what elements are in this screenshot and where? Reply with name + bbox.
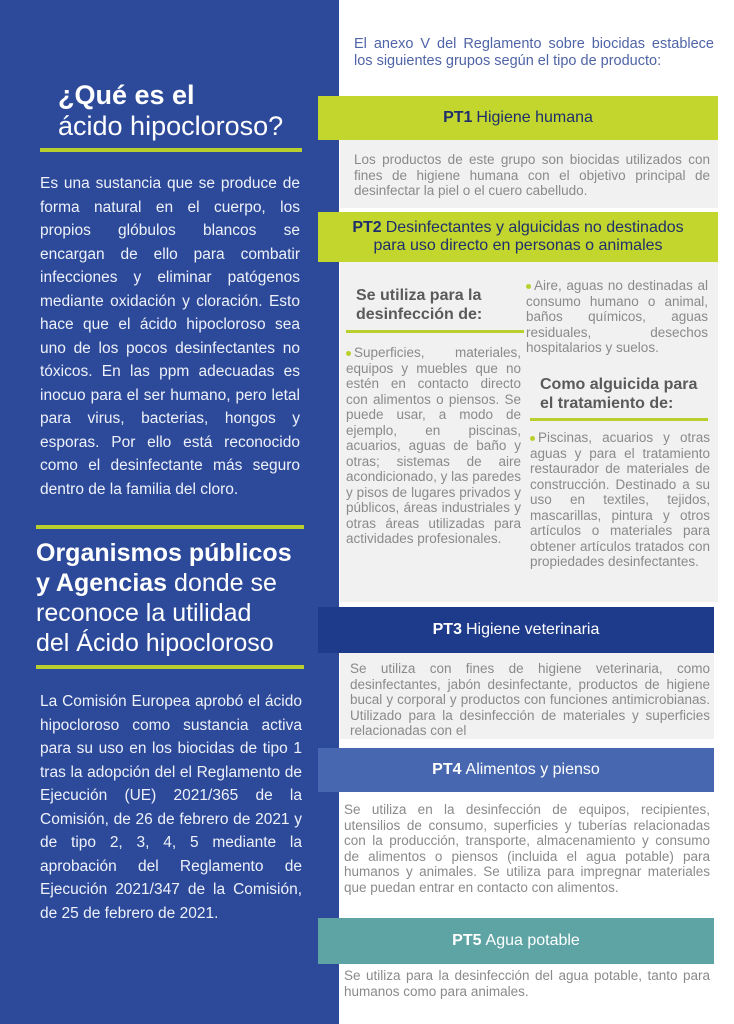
pt2-sub2-text [530,430,710,570]
pt2-sub2-text-content: Piscinas, acuarios y otras aguas y para el tratamiento restaurador de materiales de construcción. Destinado a su uso en textiles, tejidos, mascarillas, pintura y otros artículos o materiales para obtener artículos tratados con propiedades desinfectantes. [530,430,710,569]
divider [36,525,304,529]
pt2-band [318,212,718,262]
pt3-desc: Se utiliza con fines de higiene veterinaria, como desinfectantes, jabón desinfectante, productos de higiene bucal y corporal y productos con funciones antimicrobianas. Utilizado para la desinfección de materiales y superficies relacionadas con el [350,661,710,738]
pt2-sub1: Se utiliza para la desinfección de: [356,287,483,323]
pt4-code: PT4 [432,761,462,778]
pt2-title-line2: para uso directo en personas o animales [373,237,663,254]
pt4-band [318,748,714,792]
heading2-light2: reconoce la utilidad [36,599,252,627]
pt5-code: PT5 [452,932,482,949]
heading1-bold: ¿Qué es el [58,80,195,110]
pt2-code: PT2 [352,219,382,236]
pt2-sub1-text [346,345,521,547]
pt5-title: Agua potable [485,932,580,949]
paragraph-organisms: La Comisión Europea aprobó el ácido hipocloroso como sustancia activa para su uso en los biocidas de tipo 1 tras la adopción del el Reglamento de Ejecución (UE) 2021/365 de la Comisión, de 26 de febrero de 2021 y de tipo 2, 3, 4, 5 mediante la aprobación del Reglamento de Ejecución 2021/347 de la Comisión, de 25 de febrero de 2021. [40,693,302,922]
heading1-light: ácido hipocloroso? [58,111,284,141]
divider [40,148,302,152]
divider [530,418,708,421]
pt1-code: PT1 [443,109,473,126]
heading2-light3: del Ácido hipocloroso [36,629,274,657]
pt4-title: Alimentos y pienso [465,761,600,778]
pt4-desc: Se utiliza en la desinfección de equipos, recipientes, utensilios de consumo, superficies y tuberías relacionadas con la producción, transporte, almacenamiento y consumo de alimentos o piensos (incluida el agua potable) para humanos y animales. Se utiliza para impregnar materiales que puedan entrar en contacto con alimentos. [344,802,710,895]
heading-organisms [36,538,326,658]
divider [346,330,524,333]
pt1-desc: Los productos de este grupo son biocidas utilizados con fines de higiene humana con el objetivo principal de desinfectar la piel o el cuero cabelludo. [354,152,710,198]
pt2-sub1-text-right-content: Aire, aguas no destinadas al consumo humano o animal, baños químicos, aguas residuales, desechos hospitalarios y suelos. [526,278,708,355]
pt2-title-line1: Desinfectantes y alguicidas no destinados [385,219,684,236]
pt3-band [318,607,714,653]
heading-what-is [58,80,283,142]
pt2-sub1-text-right [526,278,708,356]
pt2-sub2: Como alguicida para el tratamiento de: [540,376,698,412]
intro-text: El anexo V del Reglamento sobre biocidas establece los siguientes grupos según el tipo de producto: [354,36,714,69]
pt3-title: Higiene veterinaria [465,621,600,638]
pt1-band [318,96,718,140]
divider [36,665,304,669]
heading2-bold2: y Agencias [36,569,168,597]
heading2-light1: donde se [167,569,277,597]
pt1-title: Higiene humana [476,109,593,126]
bullet-icon [530,436,535,441]
left-column [0,0,339,1024]
paragraph-what-is: Es una sustancia que se produce de forma natural en el cuerpo, los propios glóbulos blancos se encargan de ello para combatir infecciones y eliminar patógenos mediante oxidación y cloración. Esto hace que el ácido hipocloroso sea uno de los pocos desinfectantes no tóxicos. En las ppm adecuadas es inocuo para el ser humano, pero letal para virus, bacterias, hongos y esporas. Por ello está reconocido como el desinfectante más seguro dentro de la familia del cloro. [40,175,300,498]
pt3-code: PT3 [432,621,462,638]
bullet-icon [346,351,351,356]
pt5-band [318,918,714,964]
pt2-sub1-text-content: Superficies, materiales, equipos y muebles que no estén en contacto directo con alimentos o piensos. Se puede usar, a modo de ejemplo, en piscinas, acuarios, aguas de baño y otras; sistemas de aire acondicionado, y las paredes y pisos de lugares privados y públicos, áreas industriales y otras áreas utilizadas para actividades profesionales. [346,345,521,546]
pt5-desc: Se utiliza para la desinfección del agua potable, tanto para humanos como para animales. [344,968,710,999]
heading2-bold1: Organismos públicos [36,539,292,567]
bullet-icon [526,284,531,289]
